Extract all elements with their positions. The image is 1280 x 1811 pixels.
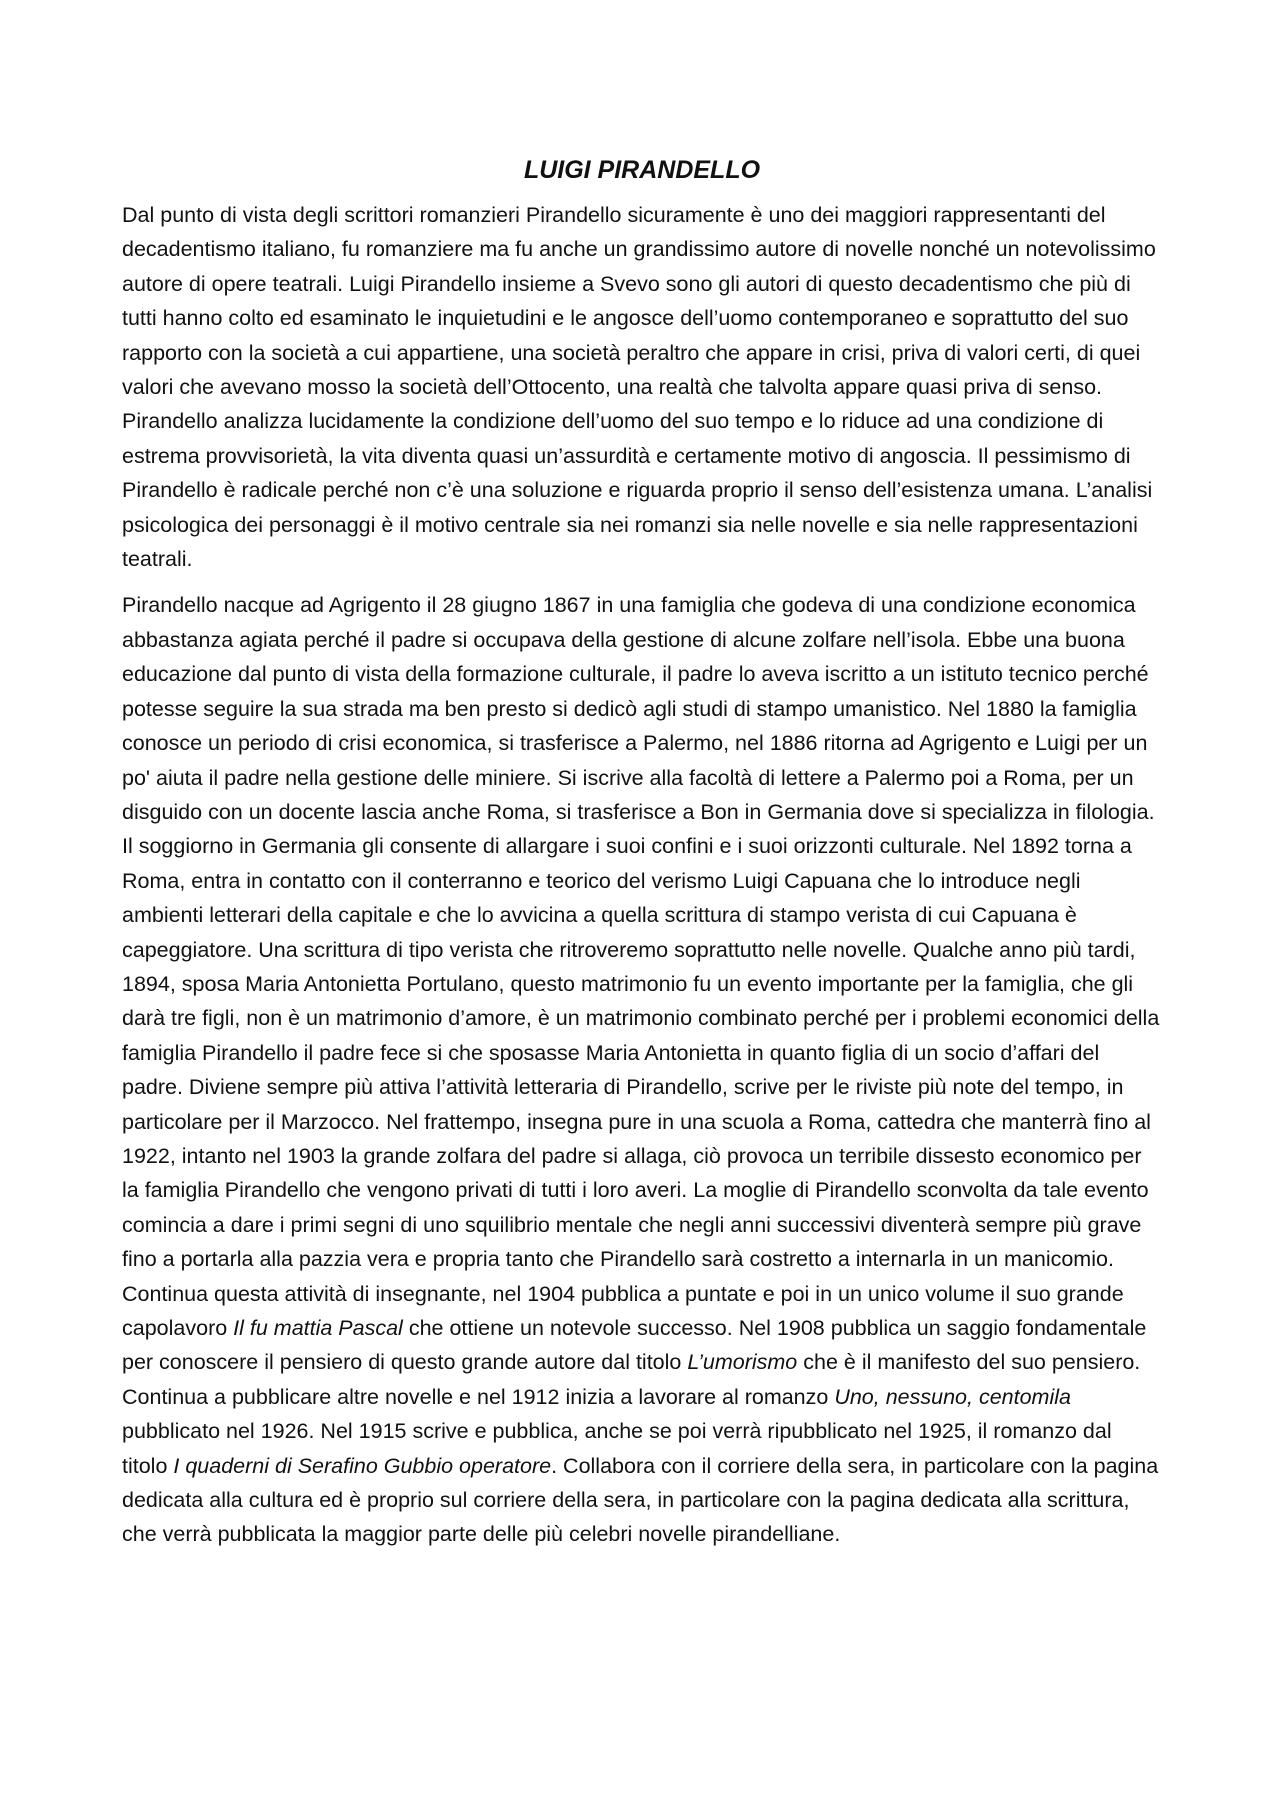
work-title-quaderni-serafino-gubbio: I quaderni di Serafino Gubbio operatore — [173, 1453, 552, 1478]
document-page — [122, 152, 1162, 1564]
biography-text-part1: Pirandello nacque ad Agrigento il 28 giugno 1867 in una famiglia che godeva di una condizione economica abbastanza agiata perché il padre si occupava della gestione di alcune zolfare nell’isola. Ebbe una buona educazione dal punto di vista della formazione culturale, il padre lo aveva iscritto a un istituto tecnico perché potesse seguire la sua strada ma ben presto si dedicò agli studi di stampo umanistico. Nel 1880 la famiglia conosce un periodo di crisi economica, si trasferisce a Palermo, nel 1886 ritorna ad Agrigento e Luigi per un po' aiuta il padre nella gestione delle miniere. Si iscrive alla facoltà di lettere a Palermo poi a Roma, per un disguido con un docente lascia anche Roma, si trasferisce a Bon in Germania dove si specializza in filologia. Il soggiorno in Germania gli consente di allargare i suoi confini e i suoi orizzonti culturale. Nel 1892 torna a Roma, entra in contatto con il conterranno e teorico del verismo Luigi Capuana che lo introduce negli ambienti letterari della capitale e che lo avvicina a quella scrittura di stampo verista di cui Capuana è capeggiatore. Una scrittura di tipo verista che ritroveremo soprattutto nelle novelle. Qualche anno più tardi, 1894, sposa Maria Antonietta Portulano, questo matrimonio fu un evento importante per la famiglia, che gli darà tre figli, non è un matrimonio d’amore, è un matrimonio combinato perché per i problemi economici della famiglia Pirandello il padre fece si che sposasse Maria Antonietta in quanto figlia di un socio d’affari del padre. Diviene sempre più attiva l’attività letteraria di Pirandello, scrive per le riviste più note del tempo, in particolare per il Marzocco. Nel frattempo, insegna pure in una scuola a Roma, cattedra che manterrà fino al 1922, intanto nel 1903 la grande zolfara del padre si allaga, ciò provoca un terribile dissesto economico per la famiglia Pirandello che vengono privati di tutti i loro averi. La moglie di Pirandello sconvolta da tale evento comincia a dare i primi segni di uno squilibrio mentale che negli anni successivi diventerà sempre più grave fino a portarla alla pazzia vera e propria tanto che Pirandello sarà costretto a internarla in un manicomio. Continua questa attività di insegnante, nel 1904 pubblica a puntate e poi in un unico volume il suo grande capolavoro — [122, 593, 1160, 1340]
paragraph-biography — [122, 588, 1162, 1551]
biography-text-part4: pubblicato nel 1926. Nel 1915 scrive e pubblica, anche se poi verrà ripubblicato nel 1925, il romanzo dal titolo — [122, 1419, 1112, 1478]
paragraph-introduction: Dal punto di vista degli scrittori romanzieri Pirandello sicuramente è uno dei maggiori rappresentanti del decadentismo italiano, fu romanziere ma fu anche un grandissimo autore di novelle nonché un notevolissimo autore di opere teatrali. Luigi Pirandello insieme a Svevo sono gli autori di questo decadentismo che più di tutti hanno colto ed esaminato le inquietudini e le angosce dell’uomo contemporaneo e soprattutto del suo rapporto con la società a cui appartiene, una società peraltro che appare in crisi, priva di valori certi, di quei valori che avevano mosso la società dell’Ottocento, una realtà che talvolta appare quasi priva di senso. Pirandello analizza lucidamente la condizione dell’uomo del suo tempo e lo riduce ad una condizione di estrema provvisorietà, la vita diventa quasi un’assurdità e certamente motivo di angoscia. Il pessimismo di Pirandello è radicale perché non c’è una soluzione e riguarda proprio il senso dell’esistenza umana. L’analisi psicologica dei personaggi è il motivo centrale sia nei romanzi sia nelle novelle e sia nelle rappresentazioni teatrali. — [122, 203, 1156, 572]
work-title-uno-nessuno-centomila: Uno, nessuno, centomila — [834, 1384, 1071, 1409]
biography-text-part5: . Collabora con il corriere della sera, in particolare con la pagina dedicata alla cultura ed è proprio sul corriere della sera, in particolare con la pagina dedicata alla scrittura, che verrà pubblicata la maggior parte delle più celebri novelle pirandelliane. — [122, 1453, 1159, 1547]
work-title-umorismo: L’umorismo — [687, 1350, 798, 1375]
document-title: LUIGI PIRANDELLO — [523, 156, 761, 184]
biography-text-part3: che è il manifesto del suo pensiero. Continua a pubblicare altre novelle e nel 1912 inizia a lavorare al romanzo — [122, 1350, 1141, 1409]
biography-text-part2: che ottiene un notevole successo. Nel 1908 pubblica un saggio fondamentale per conoscere il pensiero di questo grande autore dal titolo — [122, 1316, 1147, 1375]
work-title-il-fu-mattia-pascal: Il fu mattia Pascal — [233, 1316, 403, 1340]
